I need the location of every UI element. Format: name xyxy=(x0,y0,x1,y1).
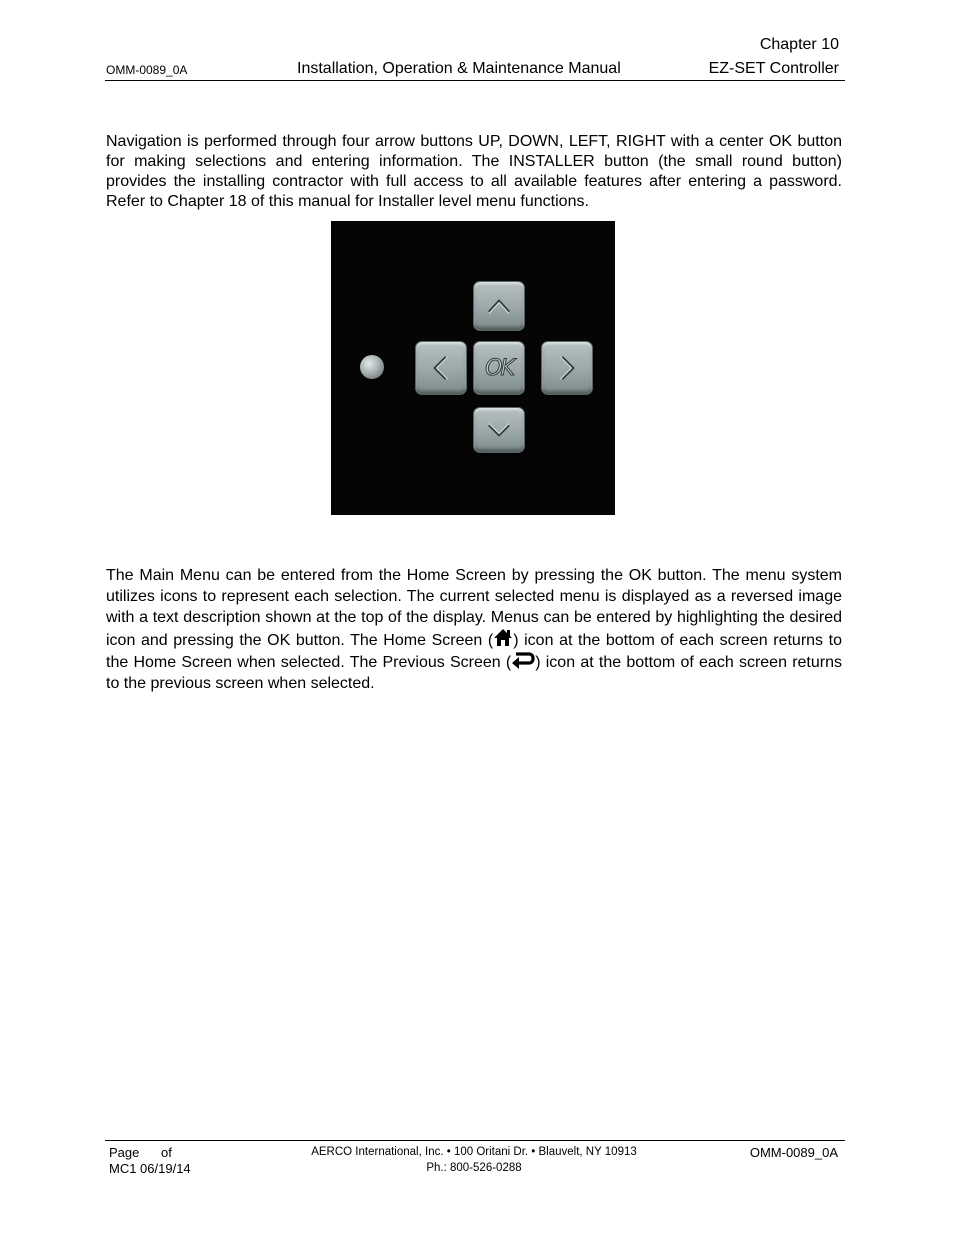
chevron-left-icon xyxy=(426,353,456,383)
company-phone: Ph.: 800-526-0288 xyxy=(426,1162,522,1174)
installer-button-icon xyxy=(360,355,384,379)
chapter-label: Chapter 10 xyxy=(759,36,839,53)
header-doc-id: OMM-0089_0A xyxy=(106,63,188,77)
footer-doc-id: OMM-0089_0A xyxy=(749,1145,838,1160)
chevron-up-icon xyxy=(484,291,514,321)
chevron-down-icon xyxy=(484,415,514,445)
footer-rule xyxy=(105,1140,845,1141)
ok-key xyxy=(473,341,525,395)
navigation-paragraph: Navigation is performed through four arrow buttons UP, DOWN, LEFT, RIGHT with a center OK button for making selections and entering information. The INSTALLER button (the small round button) provides the installing contractor with full access to all available features after entering a password. Refer to Chapter 18 of this manual for Installer level menu functions. xyxy=(106,133,842,210)
section-title: EZ-SET Controller xyxy=(708,60,839,77)
right-arrow-key xyxy=(541,341,593,395)
menu-text-part1: The Main Menu can be entered from the Home Screen by pressing the OK button. The menu system utilizes icons to represent each selection. The current selected menu is displayed as a reversed image with a text description shown at the top of the display. Menus can be entered by highlighting the desired icon and pressing the OK button. The Home Screen ( xyxy=(106,567,842,649)
return-icon xyxy=(511,651,535,669)
page-label: Page of xyxy=(109,1145,172,1160)
down-arrow-key xyxy=(473,407,525,453)
revision-label: MC1 06/19/14 xyxy=(109,1161,191,1176)
main-menu-paragraph xyxy=(106,565,842,694)
keypad-image xyxy=(331,221,615,515)
company-address: AERCO International, Inc. • 100 Oritani Dr. • Blauvelt, NY 10913 xyxy=(311,1146,637,1158)
header-rule xyxy=(105,80,845,81)
home-icon xyxy=(493,628,513,647)
menu-text-part3: ) icon at the bottom of each screen returns to the previous screen when selected. xyxy=(106,654,842,692)
left-arrow-key xyxy=(415,341,467,395)
chevron-right-icon xyxy=(552,353,582,383)
up-arrow-key xyxy=(473,281,525,331)
manual-title: Installation, Operation & Maintenance Manual xyxy=(297,60,621,77)
menu-text-part2: ) icon at the bottom of each screen returns to the Home Screen when selected. The Previous Screen ( xyxy=(106,632,842,671)
ok-label: OK xyxy=(485,355,513,381)
